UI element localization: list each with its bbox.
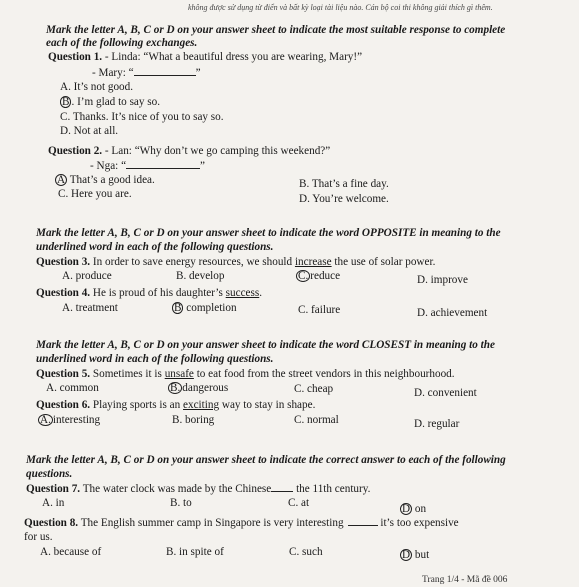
option-text: . I’m glad to say so. — [71, 96, 161, 108]
header-note: không được sử dụng từ điển và bất kỳ loại tài liệu nào. Cán bộ coi thi không giải thích gì thêm. — [188, 3, 493, 12]
question-number: Question 7. — [26, 483, 81, 495]
reply-suffix: ” — [195, 67, 201, 79]
option-d[interactable]: D. improve — [417, 274, 468, 286]
option-a[interactable]: A. treatment — [62, 302, 118, 314]
option-c[interactable]: C. Here you are. — [58, 188, 132, 200]
question-stem: the use of solar power. — [331, 256, 436, 268]
question-stem: Playing sports is an — [90, 399, 184, 411]
option-text: reduce — [310, 270, 341, 282]
instruction-line: Mark the letter A, B, C or D on your answer sheet to indicate the most suitable response to complete — [46, 24, 506, 36]
option-text: but — [412, 549, 430, 561]
option-b[interactable] — [172, 302, 237, 315]
option-b[interactable]: B. in spite of — [166, 546, 224, 558]
reply-prefix: - Nga: “ — [90, 160, 127, 172]
option-d[interactable]: D. regular — [414, 418, 460, 430]
option-text: That’s a good idea. — [67, 174, 155, 186]
question-stem: - Lan: “Why don’t we go camping this weekend?” — [102, 145, 331, 157]
option-d[interactable] — [400, 549, 429, 562]
instruction-line: Mark the letter A, B, C or D on your answer sheet to indicate the correct answer to each of the following — [26, 454, 506, 466]
question-stem: The English summer camp in Singapore is very interesting — [78, 517, 344, 529]
option-c[interactable]: C. Thanks. It’s nice of you to say so. — [60, 111, 224, 123]
instruction-line: Mark the letter A, B, C or D on your answer sheet to indicate the word CLOSEST in meaning to the — [36, 339, 495, 351]
question-stem: the 11th century. — [293, 483, 371, 495]
circled-choice-mark: D — [402, 549, 411, 561]
reply-suffix: ” — [200, 160, 206, 172]
circled-choice-mark: D — [402, 503, 411, 515]
instruction-line: Mark the letter A, B, C or D on your answer sheet to indicate the word OPPOSITE in meaning to the — [36, 227, 501, 239]
question-number: Question 1. — [48, 51, 103, 63]
question-number: Question 2. — [48, 145, 103, 157]
underlined-word: unsafe — [164, 368, 194, 380]
instruction-line: each of the following exchanges. — [46, 37, 198, 49]
reply-prefix: - Mary: “ — [92, 67, 134, 79]
option-d[interactable]: D. Not at all. — [60, 125, 119, 137]
option-b[interactable]: B. That’s a fine day. — [299, 178, 389, 190]
option-c[interactable]: C. failure — [298, 304, 341, 316]
option-a[interactable] — [55, 174, 155, 187]
question-stem: - Linda: “What a beautiful dress you are wearing, Mary!” — [102, 51, 363, 63]
option-d[interactable]: D. achievement — [417, 307, 488, 319]
option-a[interactable]: A. It’s not good. — [60, 81, 134, 93]
option-text: dangerous — [182, 382, 229, 394]
option-a[interactable]: A. common — [46, 382, 99, 394]
option-b[interactable] — [60, 96, 160, 109]
question-stem: Sometimes it is — [90, 368, 165, 380]
underlined-word: success — [225, 287, 260, 299]
answer-blank — [348, 516, 378, 526]
answer-blank — [126, 159, 200, 169]
option-text: on — [412, 503, 427, 515]
underlined-word: increase — [294, 256, 332, 268]
question-stem: In order to save energy resources, we should — [90, 256, 295, 268]
option-d[interactable]: D. convenient — [414, 387, 477, 399]
answer-blank — [271, 482, 293, 492]
circled-choice-mark: C. — [298, 270, 309, 282]
circled-choice-mark: A — [57, 174, 66, 186]
circled-choice-mark: B. — [170, 382, 181, 394]
instruction-line: questions. — [26, 468, 73, 480]
underlined-word: exciting — [183, 399, 220, 411]
circled-choice-mark: B — [62, 96, 70, 108]
question-number: Question 3. — [36, 256, 91, 268]
option-d[interactable]: D. You’re welcome. — [299, 193, 389, 205]
option-d[interactable] — [400, 503, 426, 516]
question-stem-continued: for us. — [24, 531, 53, 543]
question-number: Question 8. — [24, 517, 79, 529]
option-c[interactable]: C. such — [289, 546, 323, 558]
option-text: interesting — [52, 414, 101, 426]
option-c[interactable] — [296, 270, 340, 283]
question-number: Question 5. — [36, 368, 91, 380]
option-b[interactable]: B. boring — [172, 414, 215, 426]
question-stem: to eat food from the street vendors in this neighbourhood. — [193, 368, 455, 380]
option-c[interactable]: C. at — [288, 497, 310, 509]
instruction-line: underlined word in each of the following questions. — [36, 241, 274, 253]
circled-choice-mark: A. — [40, 414, 51, 426]
option-b[interactable]: B. develop — [176, 270, 225, 282]
page-footer: Trang 1/4 - Mã đề 006 — [422, 575, 508, 585]
option-a[interactable]: A. produce — [62, 270, 112, 282]
option-a[interactable]: A. because of — [40, 546, 102, 558]
option-b[interactable]: B. to — [170, 497, 192, 509]
question-stem: The water clock was made by the Chinese — [80, 483, 272, 495]
question-number: Question 6. — [36, 399, 91, 411]
question-stem: . — [259, 287, 263, 299]
circled-choice-mark: B — [174, 302, 182, 314]
question-stem: He is proud of his daughter’s — [90, 287, 226, 299]
option-b[interactable] — [168, 382, 228, 395]
question-stem: way to stay in shape. — [219, 399, 316, 411]
instruction-line: underlined word in each of the following questions. — [36, 353, 274, 365]
option-a[interactable]: A. in — [42, 497, 65, 509]
question-stem: it’s too expensive — [377, 517, 459, 529]
option-text: completion — [183, 302, 237, 314]
answer-blank — [134, 66, 196, 76]
option-c[interactable]: C. normal — [294, 414, 339, 426]
option-a[interactable] — [38, 414, 100, 427]
question-number: Question 4. — [36, 287, 91, 299]
option-c[interactable]: C. cheap — [294, 383, 334, 395]
